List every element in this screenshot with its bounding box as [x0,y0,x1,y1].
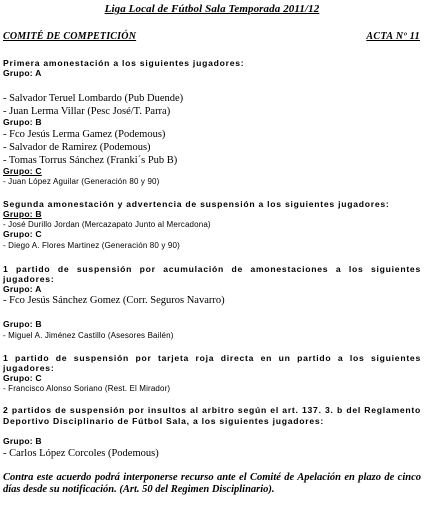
group-label: Grupo: B [3,319,42,329]
group-label: Grupo: A [3,283,42,294]
player-entry: - Juan Lerma Villar (Pesc José/T. Parra) [3,106,171,117]
player-entry: - Salvador Teruel Lombardo (Pub Duende) [3,93,184,104]
player-entry: - Fco Jesús Lerma Gamez (Podemous) [3,128,166,140]
league-title: Liga Local de Fútbol Sala Temporada 2011/12 [104,3,320,15]
player-entry: - Salvador de Ramirez (Podemous) [3,141,151,153]
group-label: Grupo: B [3,208,42,219]
section-accumulation-suspension [3,264,421,341]
section-red-card-suspension [3,353,421,395]
group-label: Grupo: C [3,165,42,176]
section-first-warning [3,58,421,187]
appeal-notice: Contra este acuerdo podrá interponerse recurso ante el Comité de Apelación en plazo de cinco días desde su notificación. (Art. 50 del Regimen Disciplinario). [3,471,421,495]
section-heading: Primera amonestación a los siguientes jugadores: [3,58,245,68]
section-insult-suspension [3,405,421,460]
player-entry: - Carlos López Corcoles (Podemous) [3,447,159,459]
player-entry: - Francisco Alonso Soriano (Rest. El Mirador) [3,384,171,393]
player-entry: - Juan López Aguilar (Generación 80 y 90) [3,177,160,186]
player-entry: - José Durillo Jordan (Mercazapato Junto al Mercadona) [3,220,211,229]
acta-number: ACTA Nº 11 [366,31,420,42]
committee-title: COMITÉ DE COMPETICIÓN [3,31,137,42]
group-label: Grupo: B [3,117,42,127]
section-heading: 1 partido de suspensión por tarjeta roja directa en un partido a los siguientes jugadores: [3,352,421,373]
section-second-warning [3,199,421,251]
group-label: Grupo: B [3,436,42,446]
player-entry: - Fco Jesús Sánchez Gomez (Corr. Seguros Navarro) [3,295,225,306]
section-heading: 2 partidos de suspensión por insultos al arbitro según el art. 137. 3. b del Reglamento Deportivo Disciplinario de Fútbol Sala, a los siguientes jugadores: [3,405,421,426]
player-entry: - Diego A. Flores Martinez (Generación 80 y 90) [3,240,180,250]
group-label: Grupo: C [3,229,42,239]
group-label: Grupo: A [3,67,42,78]
section-heading: 1 partido de suspensión por acumulación de amonestaciones a los siguientes jugadores: [3,263,421,284]
document-body [3,58,421,497]
player-entry: - Miguel A. Jiménez Castillo (Asesores Bailén) [3,330,174,340]
section-heading: Segunda amonestación y advertencia de suspensión a los siguientes jugadores: [3,199,390,209]
group-label: Grupo: C [3,372,42,383]
player-entry: - Tomas Torrus Sánchez (Franki´s Pub B) [3,154,178,166]
